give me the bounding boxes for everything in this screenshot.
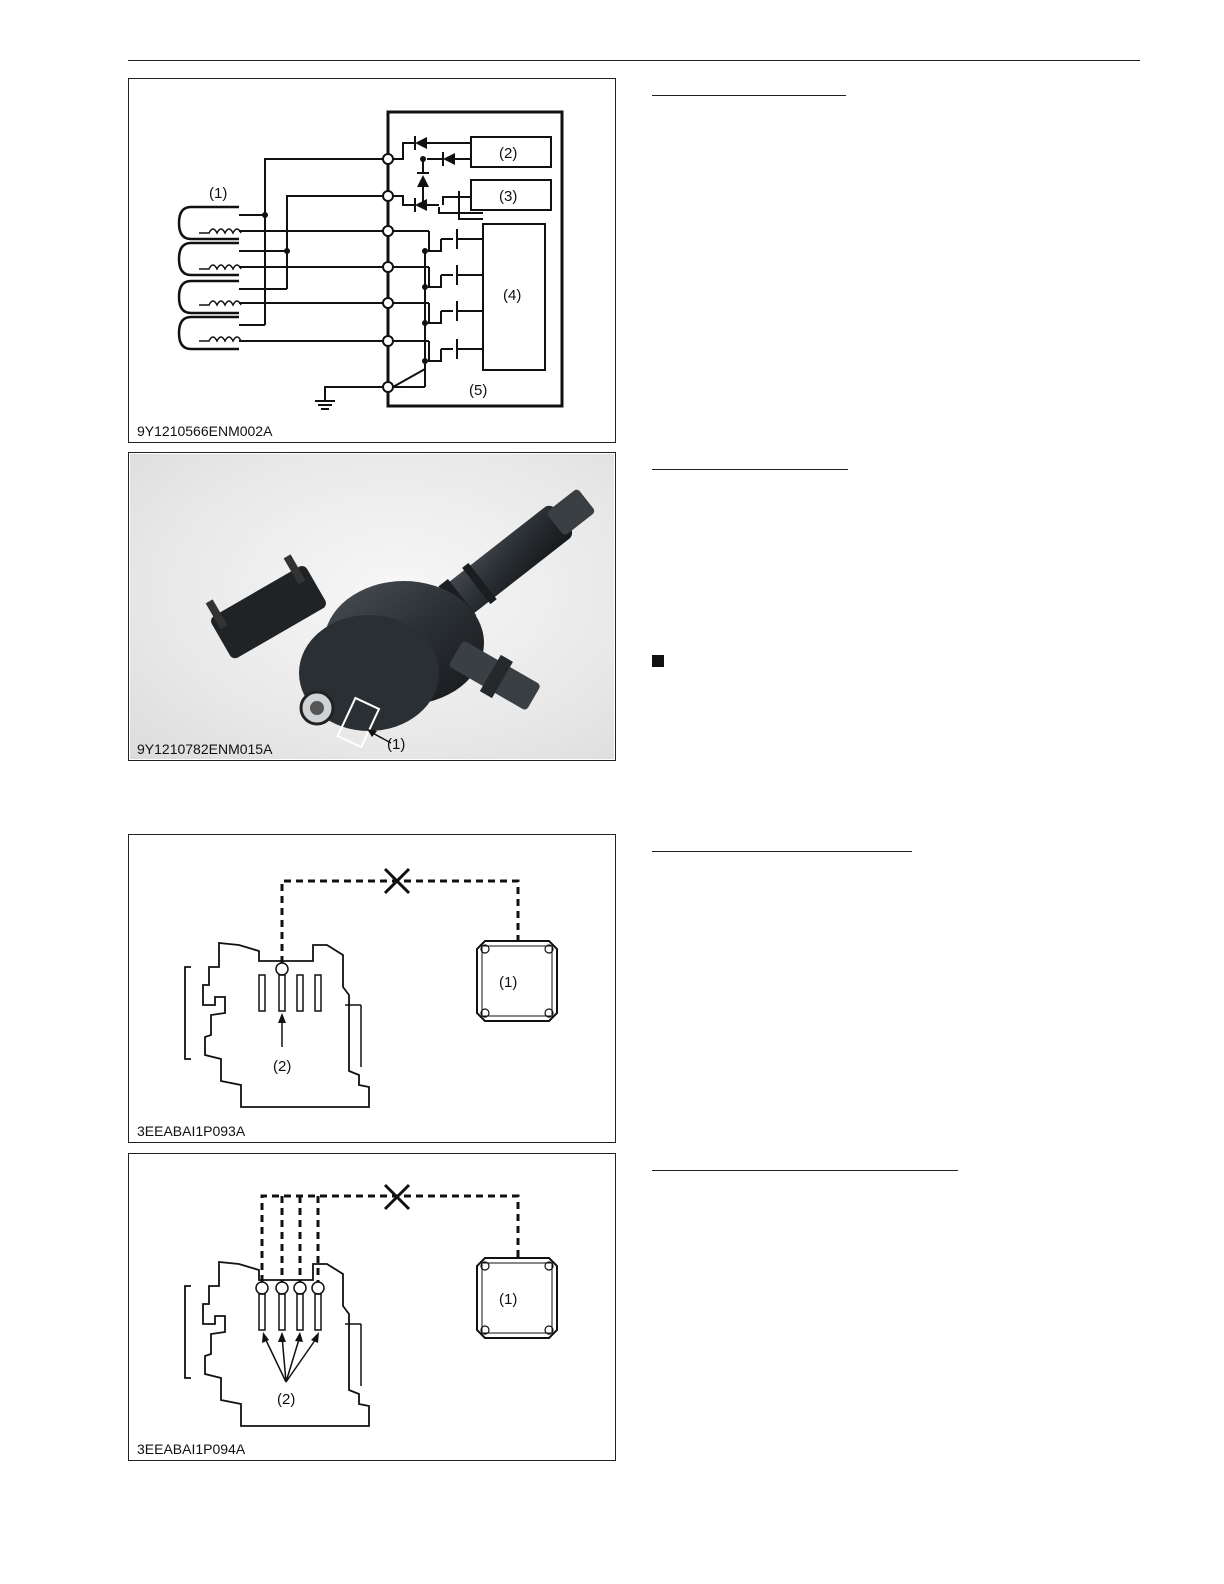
label-box-4: (4)	[503, 287, 522, 304]
label-injector: (2)	[273, 1058, 292, 1075]
section-heading-rule	[652, 851, 912, 852]
figure-caption: 9Y1210566ENM002A	[137, 423, 273, 439]
single-injector-diagram	[129, 835, 616, 1143]
label-ecu: (1)	[499, 1291, 518, 1308]
section-heading-rule	[652, 1170, 958, 1171]
note-bullet	[652, 655, 664, 667]
label-ecu: (1)	[499, 974, 518, 991]
label-box-3: (3)	[499, 188, 518, 205]
figure-all-injectors	[128, 1153, 616, 1461]
label-injectors: (2)	[277, 1391, 296, 1408]
top-rule	[128, 60, 1140, 61]
all-injectors-diagram	[129, 1154, 616, 1461]
figure-injector-photo	[128, 452, 616, 761]
label-injector: (1)	[209, 185, 228, 202]
figure-injector-circuit	[128, 78, 616, 443]
injector-image	[129, 453, 616, 761]
figure-caption: 3EEABAI1P093A	[137, 1123, 246, 1139]
circuit-diagram	[129, 79, 616, 443]
label-code: (1)	[387, 736, 406, 753]
figure-single-injector	[128, 834, 616, 1143]
section-heading-rule	[652, 95, 846, 96]
figure-caption: 9Y1210782ENM015A	[137, 741, 273, 757]
label-ecu: (5)	[469, 382, 488, 399]
figure-caption: 3EEABAI1P094A	[137, 1441, 246, 1457]
section-heading-rule	[652, 469, 848, 470]
label-box-2: (2)	[499, 145, 518, 162]
